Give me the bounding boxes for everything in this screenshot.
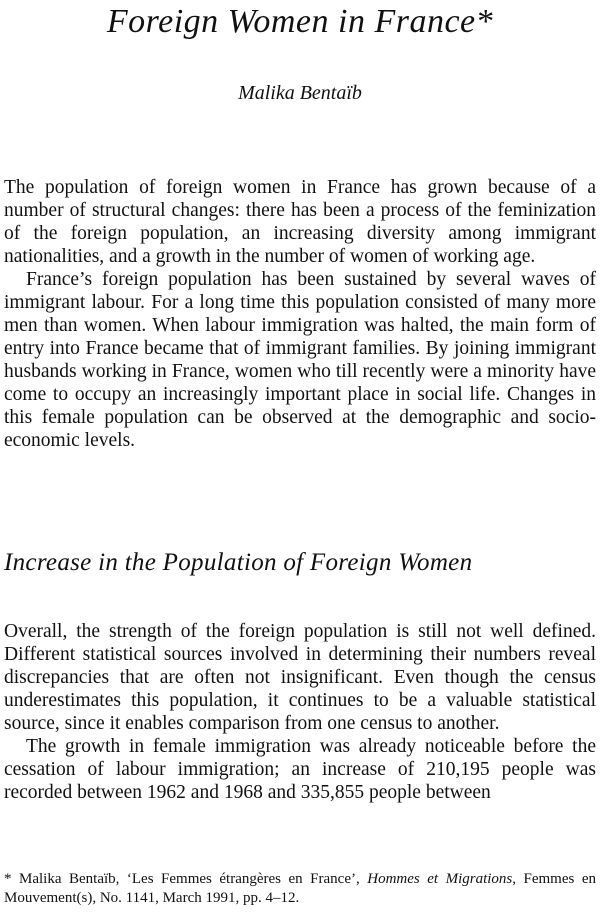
intro-text <box>4 176 596 452</box>
intro-paragraph-1: The population of foreign women in France has grown because of a number of structural changes: there has been a process of the feminization of the foreign population, an increasing diversity among immigrant nationalities, and a growth in the number of women of working age. <box>4 177 596 267</box>
footnote-rest: , Femmes en Mouvement(s), No. 1141, March 1991, pp. 4–12. <box>4 871 596 906</box>
section-paragraph-2: The growth in female immigration was already noticeable before the cessation of labour immigration; an increase of 210,195 people was recorded between 1962 and 1968 and 335,855 people between <box>4 736 596 803</box>
intro-paragraph-2: France’s foreign population has been sustained by several waves of immigrant labour. For a long time this population consisted of many more men than women. When labour immigration was halted, the main form of entry into France became that of immigrant families. By joining immigrant husbands working in France, women who till recently were a minority have come to occupy an increasingly important place in social life. Changes in this female population can be observed at the demographic and socio-economic levels. <box>4 269 596 451</box>
section-text <box>4 620 596 804</box>
footnote <box>4 870 596 908</box>
chapter-title: Foreign Women in France* <box>106 3 494 40</box>
section-heading: Increase in the Population of Foreign Women <box>4 549 473 576</box>
footnote-journal: Hommes et Migrations <box>367 871 513 887</box>
section-paragraph-1: Overall, the strength of the foreign population is still not well defined. Different statistical sources involved in determining their numbers reveal discrepancies that are often not insignificant. Even though the census underestimates this population, it continues to be a valuable statistical source, since it enables comparison from one census to another. <box>4 621 596 734</box>
footnote-lead: * Malika Bentaïb, ‘Les Femmes étrangères en France’, <box>4 871 368 887</box>
author-name: Malika Bentaïb <box>238 82 362 104</box>
